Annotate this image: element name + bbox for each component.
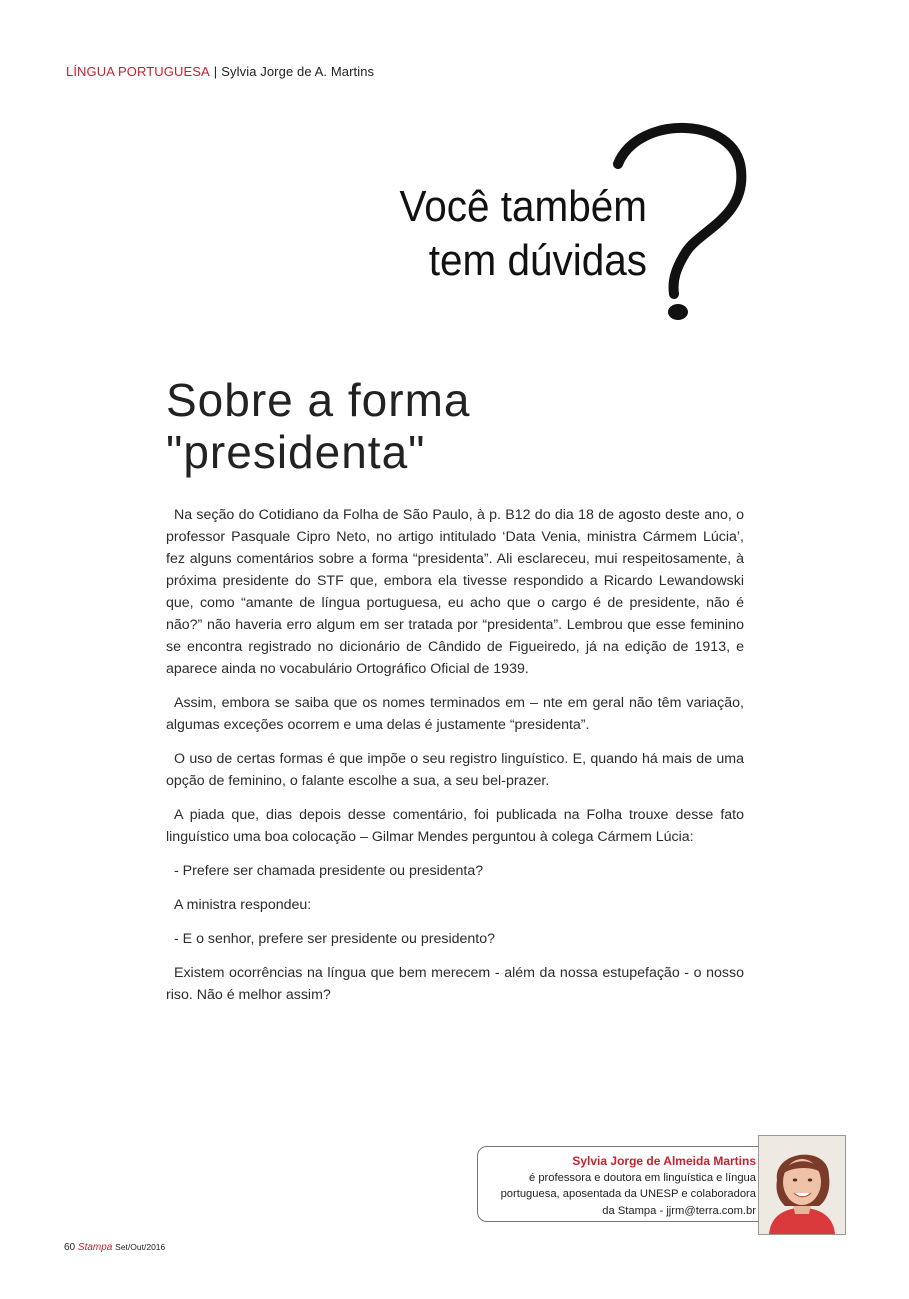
page-number: 60 [64, 1242, 76, 1253]
section-name: LÍNGUA PORTUGUESA [66, 64, 210, 79]
question-mark-icon [608, 122, 758, 322]
bio-line: da Stampa - jjrm@terra.com.br [602, 1204, 756, 1217]
magazine-brand: Stampa [77, 1242, 113, 1253]
paragraph: A piada que, dias depois desse comentário, foi publicada na Folha trouxe desse fato linguístico uma boa colocação – Gilmar Mendes perguntou à colega Cármem Lúcia: [166, 807, 744, 845]
header-separator: | [213, 64, 218, 79]
article-body [166, 504, 744, 1018]
header-author: Sylvia Jorge de A. Martins [221, 64, 375, 79]
dialogue-line: - E o senhor, prefere ser presidente ou presidento? [174, 931, 495, 947]
column-title-line2: tem dúvidas [428, 236, 647, 285]
paragraph: Existem ocorrências na língua que bem merecem - além da nossa estupefação - o nosso riso. Não é melhor assim? [166, 965, 744, 1003]
bio-line: portuguesa, aposentada da UNESP e colaboradora [500, 1188, 756, 1200]
headline-line2: "presidenta" [166, 426, 426, 478]
column-title-line1: Você também [399, 182, 647, 231]
paragraph: O uso de certas formas é que impõe o seu registro linguístico. E, quando há mais de uma opção de feminino, o falante escolhe a sua, a seu bel-prazer. [166, 751, 744, 789]
headline-line1: Sobre a forma [166, 374, 471, 426]
paragraph: A ministra respondeu: [174, 897, 312, 913]
article-headline [166, 374, 470, 478]
author-photo [758, 1135, 846, 1235]
author-name: Sylvia Jorge de Almeida Martins [572, 1154, 756, 1168]
dialogue-line: - Prefere ser chamada presidente ou presidenta? [174, 863, 484, 879]
page-footer [64, 1242, 165, 1253]
issue-date: Set/Out/2016 [115, 1242, 166, 1252]
bio-line: é professora e doutora em linguística e língua [529, 1171, 756, 1184]
paragraph: Na seção do Cotidiano da Folha de São Paulo, à p. B12 do dia 18 de agosto deste ano, o professor Pasquale Cipro Neto, no artigo intitulado ‘Data Venia, ministra Cármem Lúcia’, fez alguns comentários sobre a forma “presidenta”. Ali esclareceu, mui respeitosamente, à próxima presidente do STF que, embora ela tivesse respondido a Ricardo Lewandowski que, como “amante de língua portuguesa, eu acho que o cargo é de presidente, não é não?” não haveria erro algum em ser tratada por “presidenta”. Lembrou que esse feminino se encontra registrado no dicionário de Cândido de Figueiredo, já na edição de 1913, e aparece ainda no vocabulário Ortográfico Oficial de 1939. [166, 507, 744, 677]
paragraph: Assim, embora se saiba que os nomes terminados em – nte em geral não têm variação, algumas exceções ocorrem e uma delas é justamente “presidenta”. [166, 695, 744, 733]
running-header [66, 64, 374, 79]
author-bio-box [477, 1146, 773, 1222]
